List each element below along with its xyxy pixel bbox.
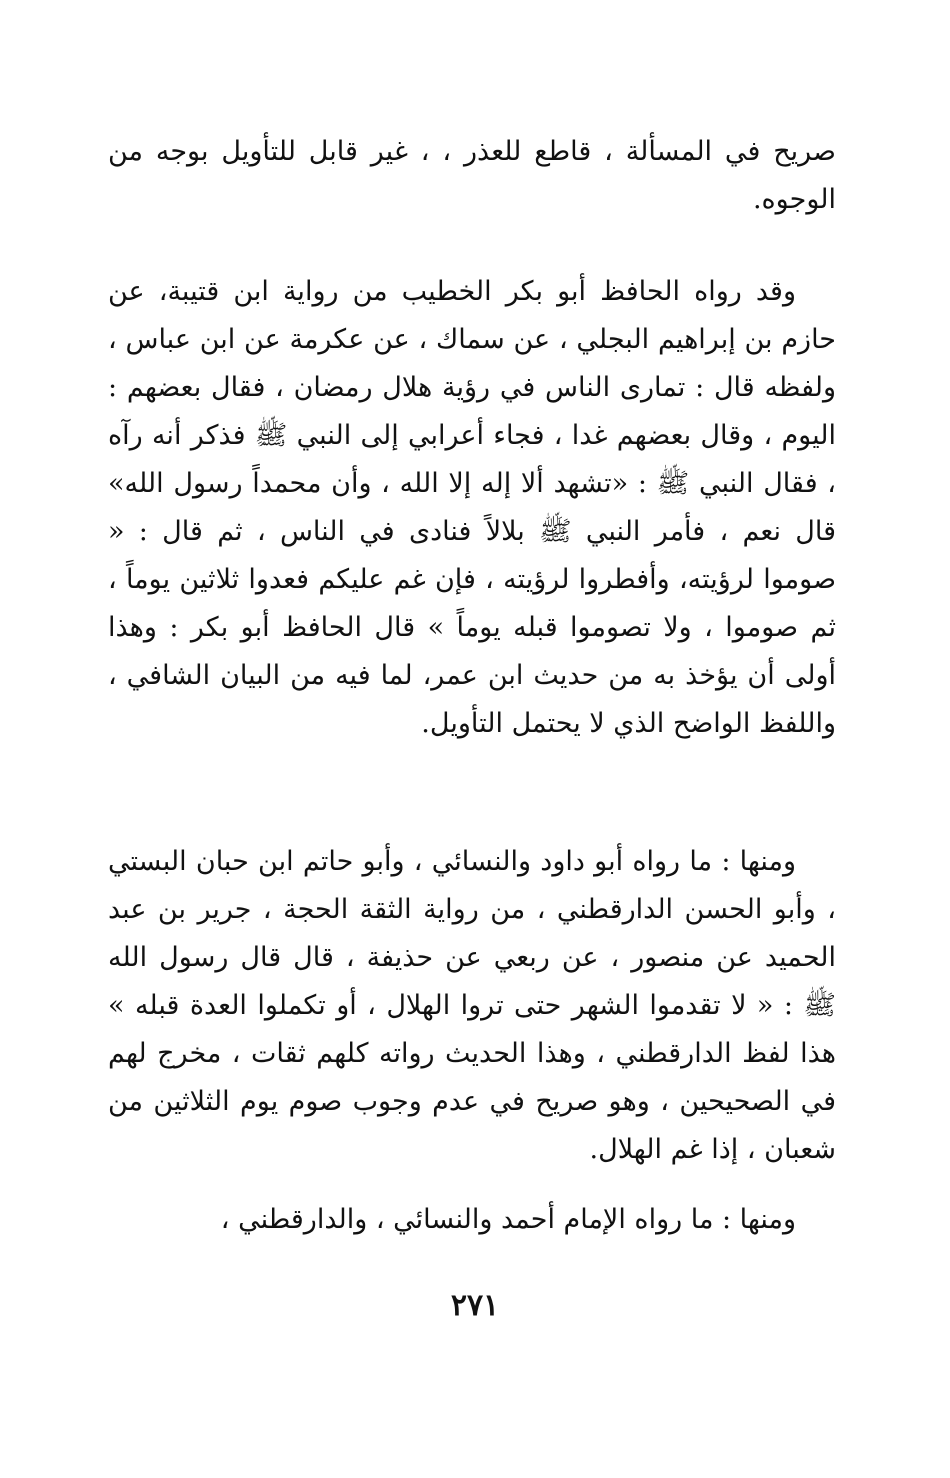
page-number: ٢٧١ xyxy=(450,1288,500,1323)
paragraph-3: ومنها : ما رواه أبو داود والنسائي ، وأبو حاتم ابن حبان البستي ، وأبو الحسن الدارقطني ، من رواية الثقة الحجة ، جرير بن عبد الحميد عن منصور ، عن ربعي عن حذيفة ، قال قال رسول الله ﷺ : « لا تقدموا الشهر حتى تروا الهلال ، أو تكملوا العدة قبله » هذا لفظ الدارقطني ، وهذا الحديث رواته كلهم ثقات ، مخرج لهم في الصحيحين ، وهو صريح في عدم وجوب صوم يوم الثلاثين من شعبان ، إذا غم الهلال. xyxy=(108,846,836,1165)
paragraph-2: وقد رواه الحافظ أبو بكر الخطيب من رواية ابن قتيبة، عن حازم بن إبراهيم البجلي ، عن سماك ، عن عكرمة عن ابن عباس ، ولفظه قال : تمارى الناس في رؤية هلال رمضان ، فقال بعضهم : اليوم ، وقال بعضهم غدا ، فجاء أعرابي إلى النبي ﷺ فذكر أنه رآه ، فقال النبي ﷺ : «تشهد ألا إله إلا الله ، وأن محمداً رسول الله» قال نعم ، فأمر النبي ﷺ بلالاً فنادى في الناس ، ثم قال : « صوموا لرؤيته، وأفطروا لرؤيته ، فإن غم عليكم فعدوا ثلاثين يوماً ، ثم صوموا ، ولا تصوموا قبله يوماً » قال الحافظ أبو بكر : وهذا أولى أن يؤخذ به من حديث ابن عمر، لما فيه من البيان الشافي ، واللفظ الواضح الذي لا يحتمل التأويل. xyxy=(108,276,836,739)
paragraph-4: ومنها : ما رواه الإمام أحمد والنسائي ، والدارقطني ، xyxy=(220,1204,796,1235)
paragraph-1: صريح في المسألة ، قاطع للعذر ، ، غير قابل للتأويل بوجه من الوجوه. xyxy=(108,136,836,215)
